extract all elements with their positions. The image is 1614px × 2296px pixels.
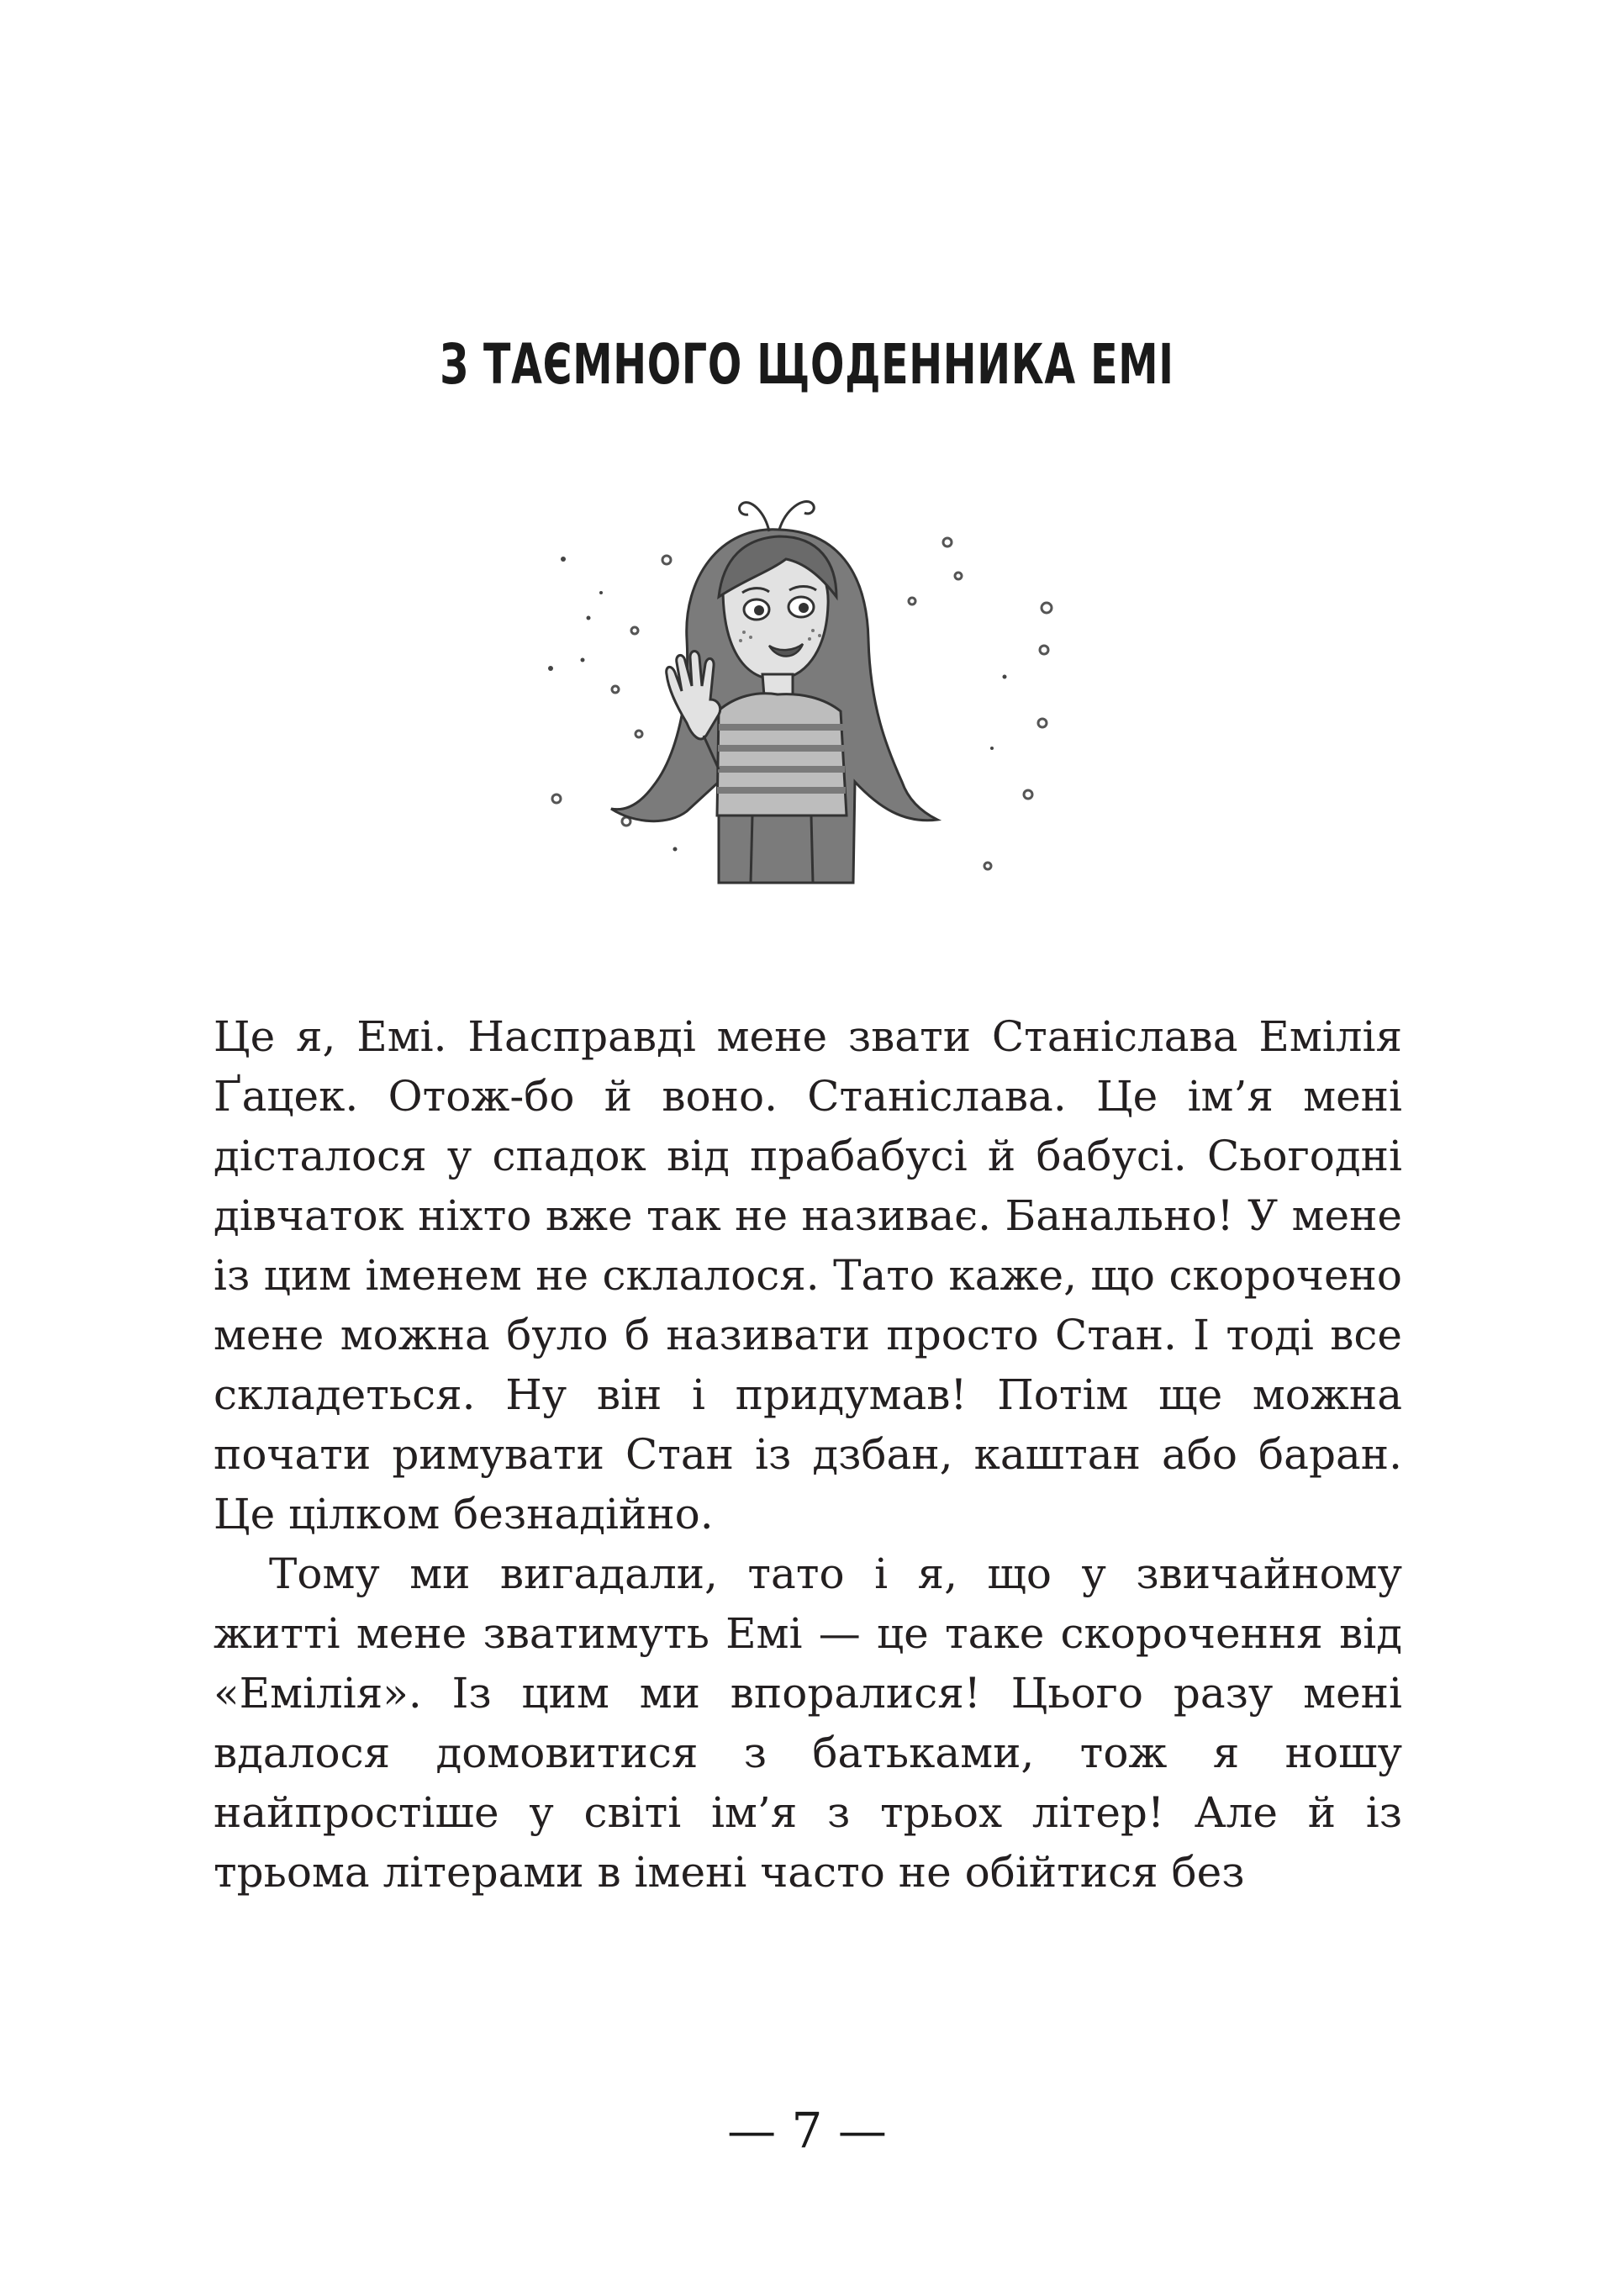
antenna: [740, 503, 769, 531]
chapter-title: З ТАЄМНОГО ЩОДЕННИКА ЕМІ: [440, 332, 1174, 397]
girl-waving-illustration: [467, 479, 1093, 925]
page-number: — 7 —: [727, 2102, 887, 2159]
paragraph: Це я, Емі. Насправді мене звати Станіслава Емілія Ґацек. Отож-бо й воно. Станіслава. Це ім’я мені дісталося у спадок від прабабусі й бабусі. Сьогодні дівчаток ніхто вже так не називає. Банально! У мене із цим іменем не склалося. Тато каже, що скорочено мене можна було б називати просто Стан. І тоді все складеться. Ну він і придумав! Потім ще можна почати римувати Стан із дзбан, каштан або баран. Це цілком безнадійно.: [214, 1012, 1402, 1539]
paragraph: Тому ми вигадали, тато і я, що у звичайному житті мене зватимуть Емі — це таке скорочення від «Емілія». Із цим ми впоралися! Цього разу мені вдалося домовитися з батьками, тож я ношу найпростіше у світі ім’я з трьох літер! Але й із трьома літерами в імені часто не обійтися без: [214, 1549, 1402, 1897]
page-body: [214, 1007, 1402, 1903]
striped-shirt: [717, 694, 847, 815]
